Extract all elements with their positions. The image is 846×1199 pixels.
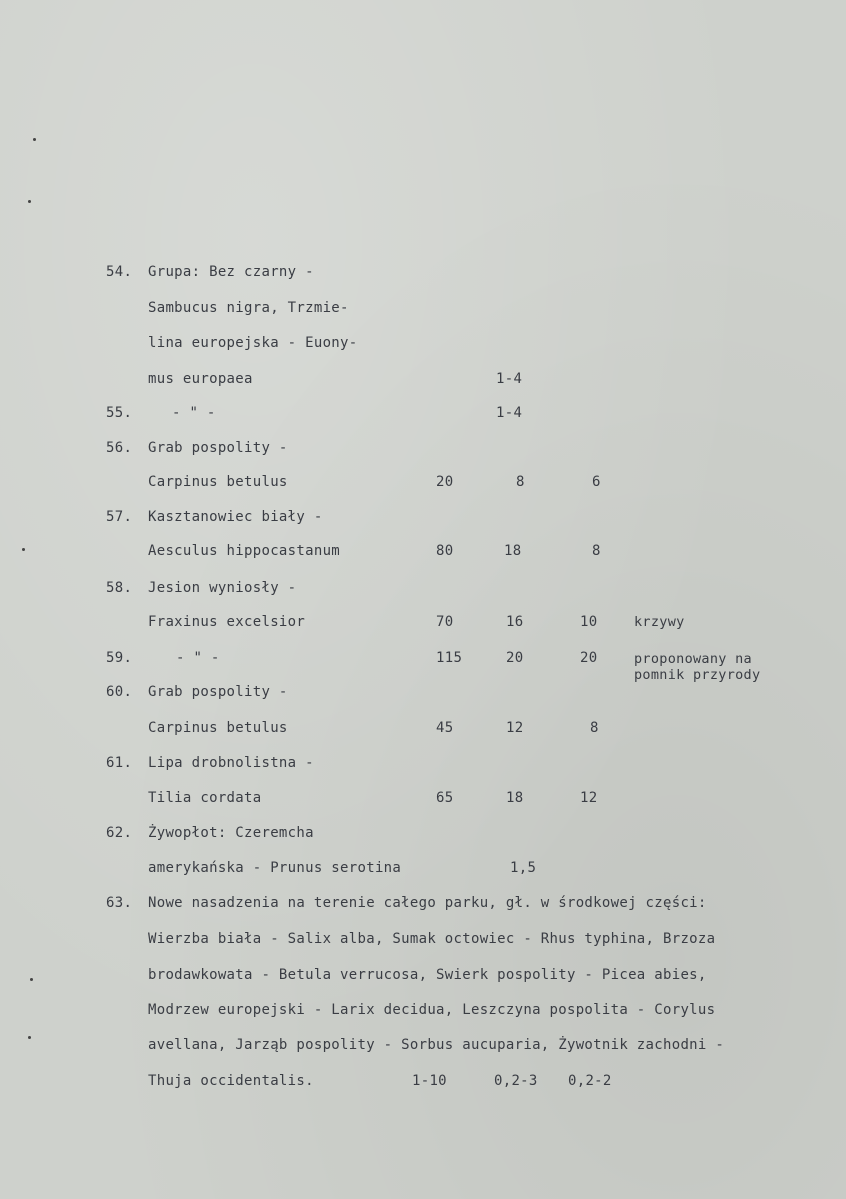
speck (28, 200, 31, 203)
entry-62-line-1: Żywopłot: Czeremcha (148, 825, 314, 841)
entry-57-line-1: Kasztanowiec biały - (148, 509, 323, 525)
entry-61-height: 18 (506, 790, 524, 806)
entry-57-crown: 8 (592, 543, 601, 559)
entry-63-circumference: 1-10 (412, 1073, 447, 1089)
entry-60-crown: 8 (590, 720, 599, 736)
entry-58-line-1: Jesion wyniosły - (148, 580, 297, 596)
entry-56-line-1: Grab pospolity - (148, 440, 288, 456)
entry-61-circumference: 65 (436, 790, 454, 806)
entry-63-line-1: Nowe nasadzenia na terenie całego parku, gł. w środkowej części: (148, 895, 707, 911)
entry-59-note-line-1: proponowany na (634, 651, 752, 667)
entry-61-line-1: Lipa drobnolistna - (148, 755, 314, 771)
entry-56-circumference: 20 (436, 474, 454, 490)
entry-54-height: 1-4 (496, 371, 523, 387)
entry-59-number: 59. (106, 650, 133, 666)
entry-62-number: 62. (106, 825, 133, 841)
entry-63-line-2: Wierzba biała - Salix alba, Sumak octowiec - Rhus typhina, Brzoza (148, 931, 716, 947)
entry-58-note: krzywy (634, 614, 685, 630)
entry-58-number: 58. (106, 580, 133, 596)
entry-57-height: 18 (504, 543, 522, 559)
entry-60-circumference: 45 (436, 720, 454, 736)
entry-57-number: 57. (106, 509, 133, 525)
entry-63-number: 63. (106, 895, 133, 911)
entry-54-line-1: Grupa: Bez czarny - (148, 264, 314, 280)
entry-59-ditto: - " - (176, 650, 220, 666)
entry-55-number: 55. (106, 405, 133, 421)
entry-56-line-2: Carpinus betulus (148, 474, 288, 490)
entry-57-circumference: 80 (436, 543, 454, 559)
entry-55-ditto: - " - (172, 405, 216, 421)
entry-63-line-3: brodawkowata - Betula verrucosa, Swierk pospolity - Picea abies, (148, 967, 707, 983)
entry-59-crown: 20 (580, 650, 598, 666)
entry-61-line-2: Tilia cordata (148, 790, 262, 806)
entry-58-circumference: 70 (436, 614, 454, 630)
entry-62-height: 1,5 (510, 860, 537, 876)
entry-56-crown: 6 (592, 474, 601, 490)
entry-58-crown: 10 (580, 614, 598, 630)
entry-54-line-4: mus europaea (148, 371, 253, 387)
entry-54-line-2: Sambucus nigra, Trzmie- (148, 300, 349, 316)
entry-56-height: 8 (516, 474, 525, 490)
entry-62-line-2: amerykańska - Prunus serotina (148, 860, 402, 876)
entry-54-line-3: lina europejska - Euony- (148, 335, 358, 351)
entry-60-line-1: Grab pospolity - (148, 684, 288, 700)
speck (22, 548, 25, 551)
entry-59-height: 20 (506, 650, 524, 666)
entry-54-number: 54. (106, 264, 133, 280)
entry-63-height: 0,2-3 (494, 1073, 538, 1089)
entry-60-height: 12 (506, 720, 524, 736)
entry-57-line-2: Aesculus hippocastanum (148, 543, 341, 559)
speck (33, 138, 36, 141)
entry-58-line-2: Fraxinus excelsior (148, 614, 306, 630)
entry-58-height: 16 (506, 614, 524, 630)
entry-61-number: 61. (106, 755, 133, 771)
entry-63-crown: 0,2-2 (568, 1073, 612, 1089)
entry-59-note-line-2: pomnik przyrody (634, 667, 761, 683)
entry-59-circumference: 115 (436, 650, 463, 666)
speck (30, 978, 33, 981)
entry-63-line-4: Modrzew europejski - Larix decidua, Leszczyna pospolita - Corylus (148, 1002, 716, 1018)
entry-63-line-6: Thuja occidentalis. (148, 1073, 314, 1089)
entry-60-number: 60. (106, 684, 133, 700)
entry-56-number: 56. (106, 440, 133, 456)
entry-63-line-5: avellana, Jarząb pospolity - Sorbus aucuparia, Żywotnik zachodni - (148, 1037, 725, 1053)
entry-61-crown: 12 (580, 790, 598, 806)
entry-55-height: 1-4 (496, 405, 523, 421)
speck (28, 1036, 31, 1039)
entry-60-line-2: Carpinus betulus (148, 720, 288, 736)
